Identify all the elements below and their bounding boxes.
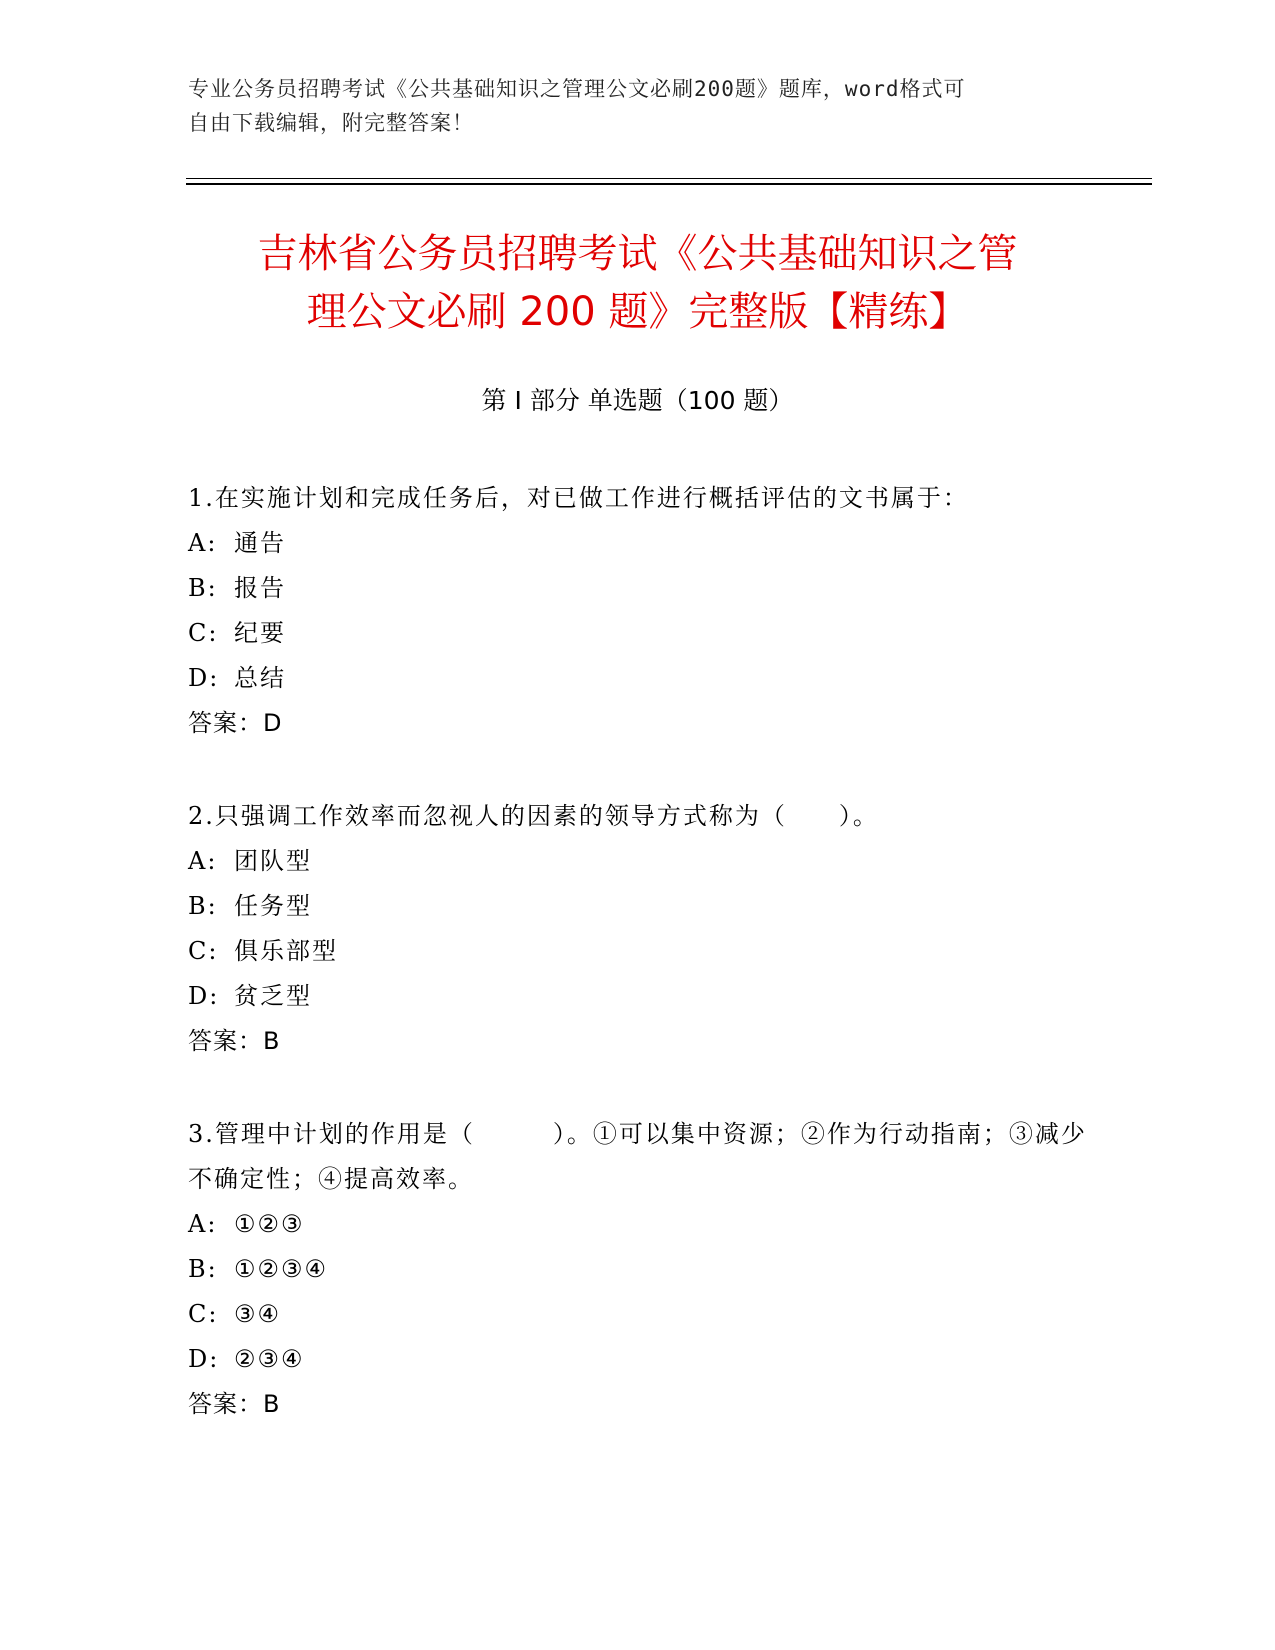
option-key: C: bbox=[188, 619, 219, 647]
option-key: B: bbox=[188, 574, 218, 602]
question-stem: 3.管理中计划的作用是（ ）。①可以集中资源；②作为行动指南；③减少不确定性；④提高效率。 bbox=[188, 1120, 1087, 1193]
section-title: 第 I 部分 单选题（100 题） bbox=[481, 386, 794, 415]
option-b bbox=[188, 884, 1088, 929]
option-text: ①②③ bbox=[234, 1210, 305, 1238]
header-divider-thick bbox=[186, 183, 1152, 185]
question-3 bbox=[188, 1112, 1088, 1427]
option-key: D: bbox=[188, 982, 220, 1010]
option-key: B: bbox=[188, 892, 218, 920]
option-text: 总结 bbox=[234, 664, 286, 692]
document-title-line-2: 理公文必刷 200 题》完整版【精练】 bbox=[306, 289, 969, 335]
question-stem: 1.在实施计划和完成任务后，对已做工作进行概括评估的文书属于： bbox=[188, 484, 969, 512]
option-b bbox=[188, 1247, 1088, 1292]
document-title bbox=[0, 225, 1275, 341]
option-text: 纪要 bbox=[234, 619, 286, 647]
option-c bbox=[188, 611, 1088, 656]
question-list bbox=[188, 476, 1088, 1475]
question-stem: 2.只强调工作效率而忽视人的因素的领导方式称为（ ）。 bbox=[188, 802, 879, 830]
option-text: ①②③④ bbox=[234, 1255, 329, 1283]
option-text: ②③④ bbox=[234, 1345, 305, 1373]
option-key: A: bbox=[188, 529, 218, 557]
answer-line: 答案：B bbox=[188, 1390, 281, 1418]
option-b bbox=[188, 566, 1088, 611]
question-1 bbox=[188, 476, 1088, 746]
option-text: 贫乏型 bbox=[234, 982, 312, 1010]
option-key: A: bbox=[188, 847, 218, 875]
option-key: A: bbox=[188, 1210, 218, 1238]
option-key: C: bbox=[188, 937, 219, 965]
option-key: D: bbox=[188, 1345, 220, 1373]
option-a bbox=[188, 521, 1088, 566]
option-a bbox=[188, 1202, 1088, 1247]
option-text: ③④ bbox=[234, 1300, 282, 1328]
option-key: D: bbox=[188, 664, 220, 692]
option-a bbox=[188, 839, 1088, 884]
option-text: 任务型 bbox=[234, 892, 312, 920]
option-c bbox=[188, 929, 1088, 974]
header-note bbox=[188, 72, 1068, 140]
option-d bbox=[188, 656, 1088, 701]
answer-line: 答案：D bbox=[188, 709, 283, 737]
option-key: B: bbox=[188, 1255, 218, 1283]
option-text: 俱乐部型 bbox=[234, 937, 338, 965]
document-title-line-1: 吉林省公务员招聘考试《公共基础知识之管 bbox=[257, 231, 1018, 277]
header-divider-thin bbox=[186, 178, 1152, 179]
header-note-line-1: 专业公务员招聘考试《公共基础知识之管理公文必刷200题》题库，word格式可 bbox=[188, 77, 966, 101]
answer-line: 答案：B bbox=[188, 1027, 281, 1055]
question-2 bbox=[188, 794, 1088, 1064]
option-d bbox=[188, 974, 1088, 1019]
option-key: C: bbox=[188, 1300, 219, 1328]
option-d bbox=[188, 1337, 1088, 1382]
option-text: 团队型 bbox=[234, 847, 312, 875]
option-text: 通告 bbox=[234, 529, 286, 557]
header-note-line-2: 自由下载编辑，附完整答案！ bbox=[188, 111, 474, 135]
option-text: 报告 bbox=[234, 574, 286, 602]
option-c bbox=[188, 1292, 1088, 1337]
